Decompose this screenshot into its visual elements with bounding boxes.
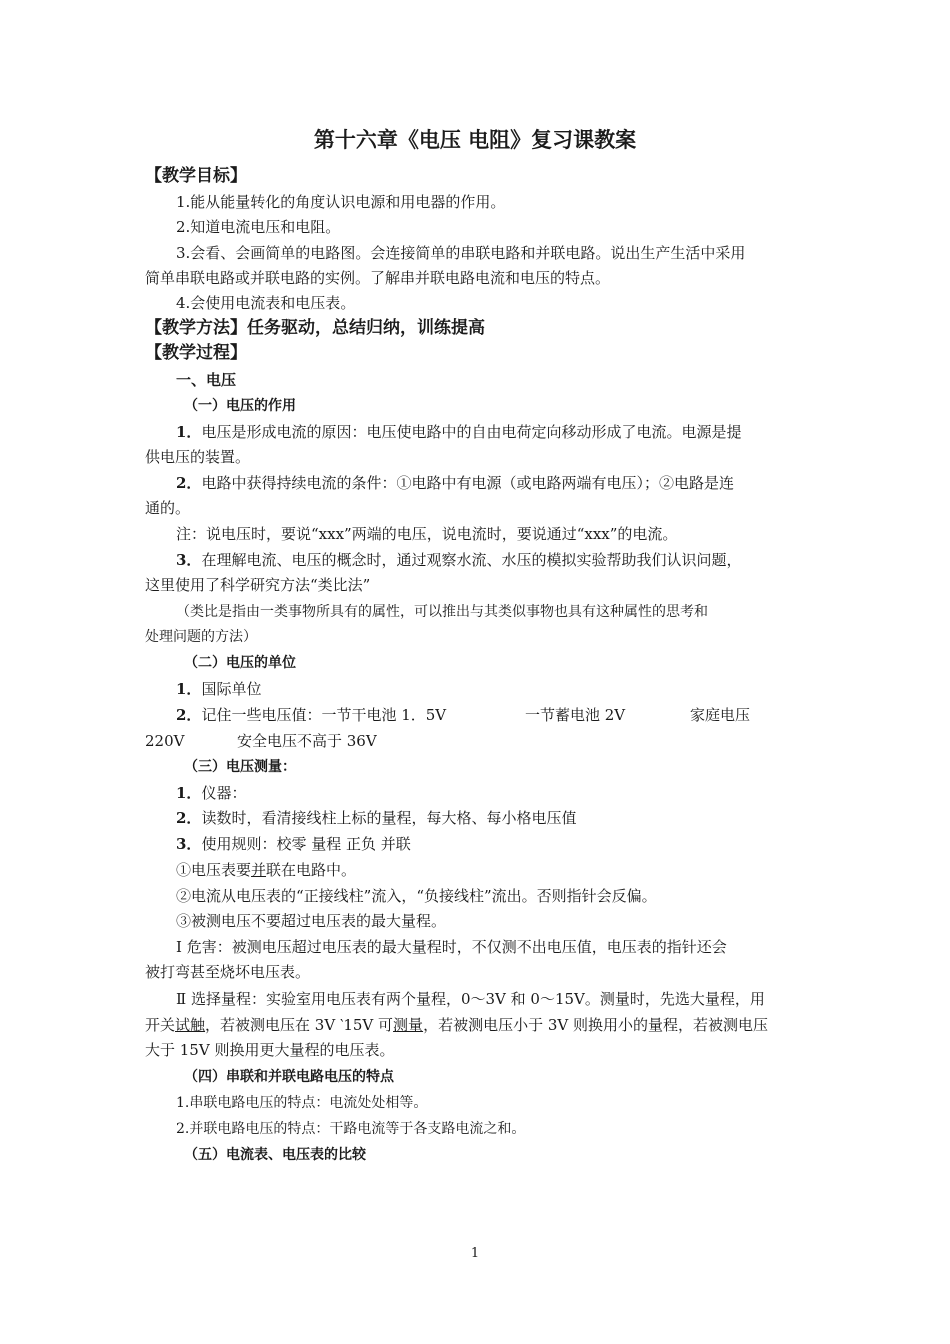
analogy-note: （类比是指由一类事物所具有的属性，可以推出与其类似事物也具有这种属性的思考和	[176, 604, 708, 620]
rule-item: ③被测电压不要超过电压表的最大量程。	[176, 912, 447, 930]
note: 注：说电压时，要说“xxx”两端的电压，说电流时，要说通过“xxx”的电流。	[176, 525, 678, 543]
list-item: 1．仪器：	[176, 784, 247, 802]
list-item: 2．读数时，看清接线柱上标的量程，每大格、每小格电压值	[176, 809, 577, 827]
paragraph-continued: 大于 15V 则换用更大量程的电压表。	[145, 1041, 395, 1059]
voltage-value: 家庭电压	[690, 706, 751, 724]
page-title: 第十六章《电压 电阻》复习课教案	[313, 128, 637, 152]
goal-item: 1.能从能量转化的角度认识电源和用电器的作用。	[176, 193, 506, 211]
paragraph-continued: 这里使用了科学研究方法“类比法”	[145, 576, 371, 594]
paragraph-continued: 通的。	[145, 499, 191, 517]
subsection-heading: （二）电压的单位	[184, 655, 296, 671]
list-item: 3．使用规则：校零 量程 正负 并联	[176, 835, 411, 853]
voltage-value: 220V	[145, 732, 185, 750]
paragraph: Ⅱ 选择量程：实验室用电压表有两个量程，0～3V 和 0～15V。测量时，先选大量程，用	[176, 990, 765, 1008]
list-item: 1．国际单位	[176, 680, 262, 698]
rule-item: ②电流从电压表的“正接线柱”流入，“负接线柱”流出。否则指针会反偏。	[176, 887, 657, 905]
list-item: 2．记住一些电压值：一节干电池 1．5V	[176, 706, 447, 724]
method-heading: 【教学方法】任务驱动，总结归纳，训练提高	[145, 318, 485, 338]
voltage-value: 安全电压不高于 36V	[237, 732, 377, 750]
paragraph: 2．电路中获得持续电流的条件：①电路中有电源（或电路两端有电压）；②电路是连	[176, 474, 734, 492]
goal-item: 3.会看、会画简单的电路图。会连接简单的串联电路和并联电路。说出生产生活中采用	[176, 244, 746, 262]
paragraph: 1．电压是形成电流的原因：电压使电路中的自由电荷定向移动形成了电流。电源是提	[176, 423, 742, 441]
voltage-value: 一节蓄电池 2V	[525, 706, 626, 724]
goal-item: 2.知道电流电压和电阻。	[176, 218, 341, 236]
goal-item: 4.会使用电流表和电压表。	[176, 294, 356, 312]
paragraph: Ⅰ 危害：被测电压超过电压表的最大量程时，不仅测不出电压值，电压表的指针还会	[176, 938, 727, 956]
list-item: 1.串联电路电压的特点：电流处处相等。	[176, 1095, 428, 1111]
page-number: 1	[470, 1246, 480, 1261]
paragraph-continued: 开关试触，若被测电压在 3V ‵15V 可测量，若被测电压小于 3V 则换用小的量程，若被测电压	[145, 1016, 768, 1034]
goal-heading: 【教学目标】	[145, 166, 247, 186]
subsection-heading: （一）电压的作用	[184, 398, 296, 414]
part-heading: 一、电压	[176, 371, 237, 389]
paragraph-continued: 被打弯甚至烧坏电压表。	[145, 963, 311, 981]
rule-item: ①电压表要并联在电路中。	[176, 861, 357, 879]
list-item: 2.并联电路电压的特点：干路电流等于各支路电流之和。	[176, 1121, 526, 1137]
subsection-heading: （五）电流表、电压表的比较	[184, 1147, 366, 1163]
process-heading: 【教学过程】	[145, 343, 247, 363]
goal-item-continued: 简单串联电路或并联电路的实例。了解串并联电路电流和电压的特点。	[145, 269, 611, 287]
analogy-note-continued: 处理问题的方法）	[145, 629, 257, 645]
subsection-heading: （三）电压测量：	[184, 759, 296, 775]
subsection-heading: （四）串联和并联电路电压的特点	[184, 1069, 394, 1085]
paragraph: 3．在理解电流、电压的概念时，通过观察水流、水压的模拟实验帮助我们认识问题，	[176, 551, 742, 569]
paragraph-continued: 供电压的装置。	[145, 448, 251, 466]
